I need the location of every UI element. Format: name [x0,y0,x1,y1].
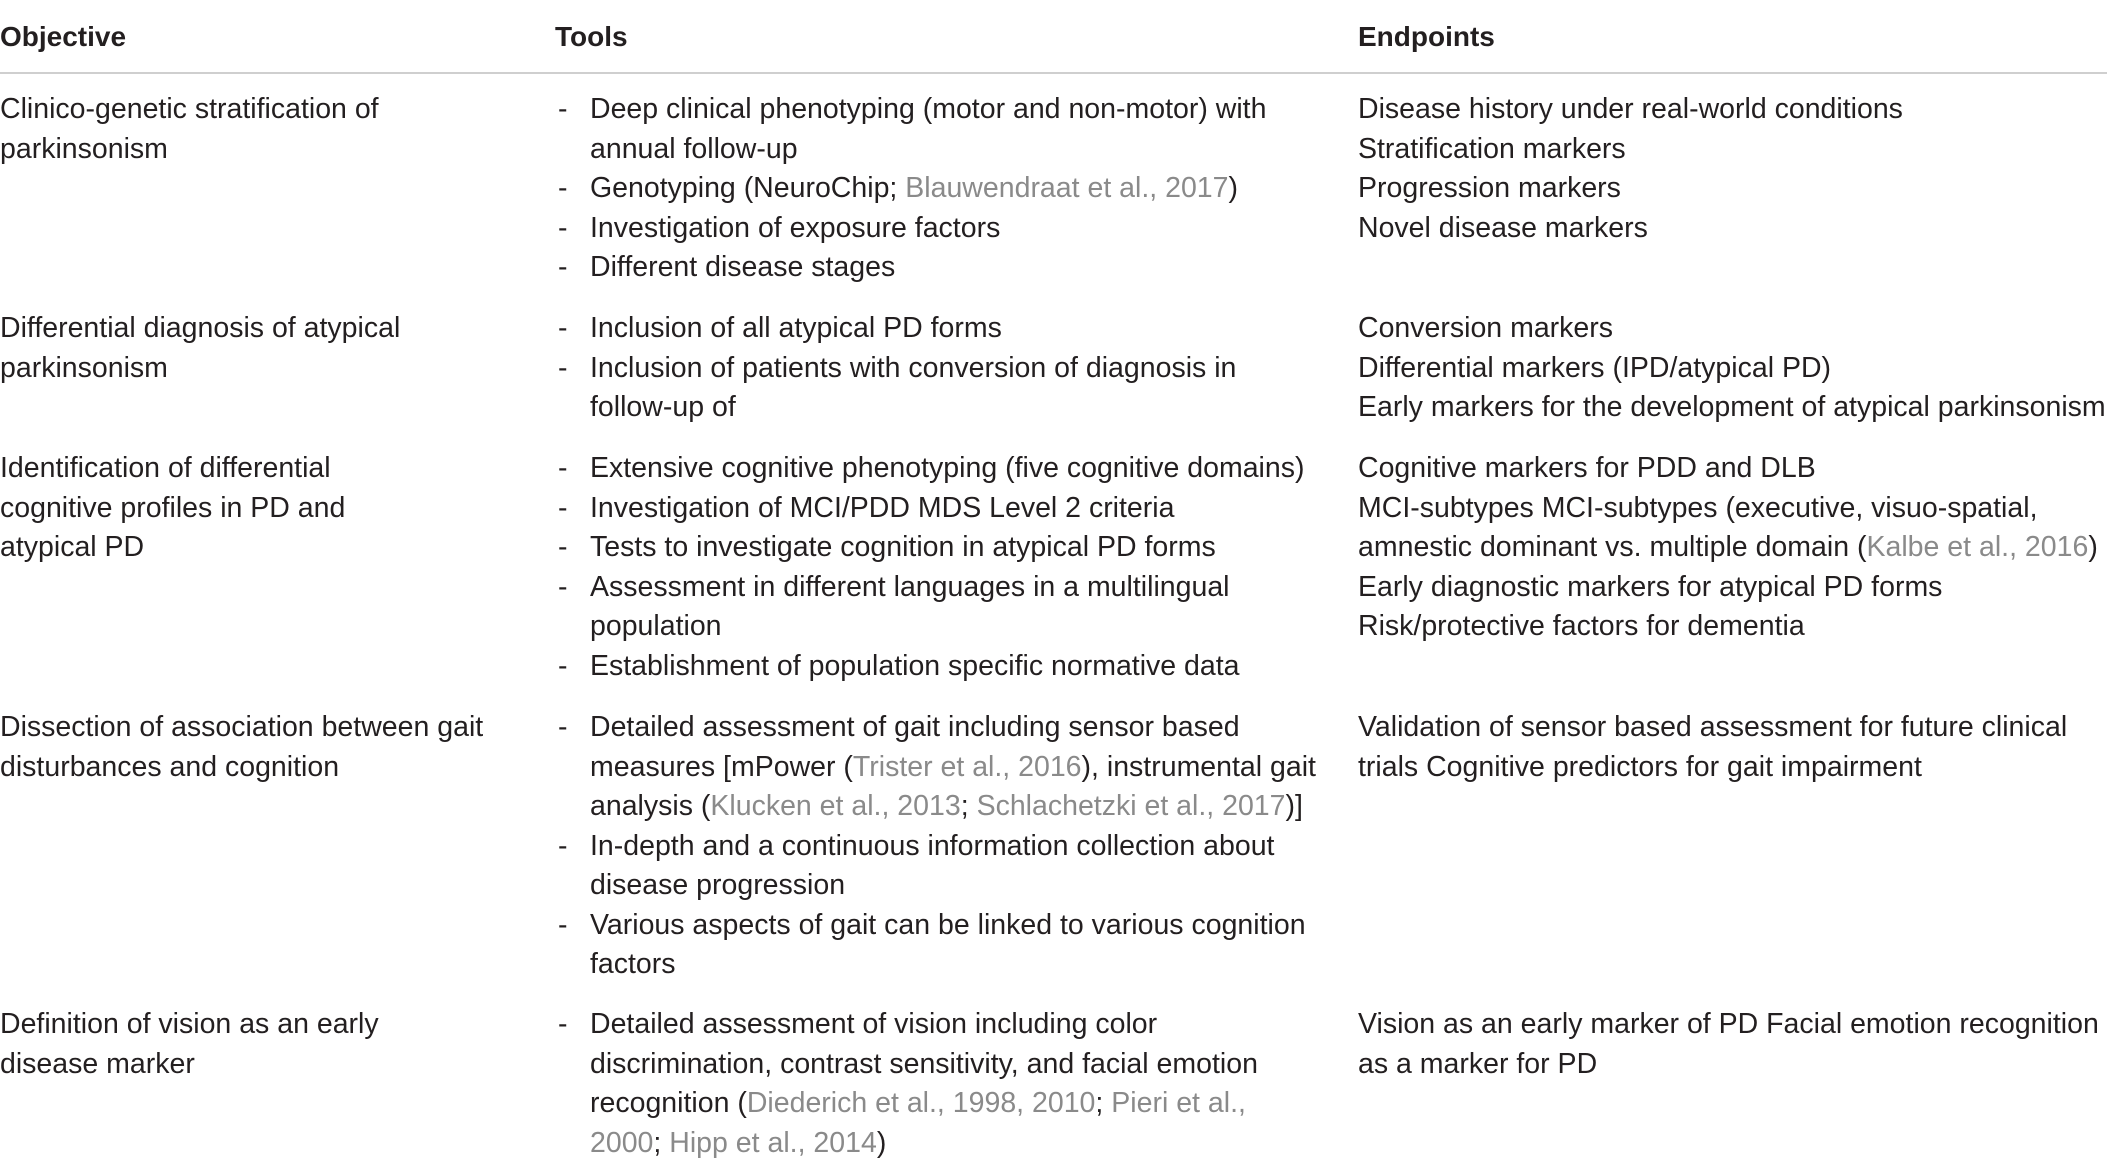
endpoint-item [1358,489,2103,568]
list-item [555,708,1320,827]
citation-link[interactable]: Blauwendraat et al., 2017 [905,172,1229,204]
endpoint-text: ) [2088,531,2098,563]
citation-link[interactable]: Kalbe et al., 2016 [1866,531,2089,563]
header-endpoints: Endpoints [1358,21,1495,52]
tool-text: ), instrumental gait analysis ( [590,750,1316,822]
tool-text: Inclusion of all atypical PD forms [590,312,1002,344]
list-item [555,309,1320,349]
tool-text: ) [876,1126,887,1159]
list-item [555,248,1320,288]
list-item [555,647,1320,687]
endpoints-cell [1358,309,2107,428]
list-item [555,528,1320,568]
dash-bullet: - [558,452,568,484]
tool-text: Inclusion of patients with conversion of diagnosis in follow-up of [590,351,1237,423]
tools-list [555,1005,1315,1163]
list-item [555,169,1320,209]
tool-text: Various aspects of gait can be linked to various cognition factors [590,908,1306,980]
tool-text: Detailed assessment of gait including sensor based measures [mPower ( [590,711,1240,783]
endpoint-item: Cognitive markers for PDD and DLB [1358,452,1816,484]
tools-cell [555,309,1315,428]
tools-list [555,708,1315,985]
endpoint-item: Early diagnostic markers for atypical PD forms [1358,570,1943,603]
dash-bullet: - [558,570,568,603]
tool-text: Genotyping (NeuroChip; [590,172,906,204]
tool-text: Establishment of population specific normative data [590,649,1240,682]
header-objective: Objective [0,21,127,52]
endpoints-cell [1358,1005,2107,1084]
dash-bullet: - [558,211,568,244]
dash-bullet: - [558,93,568,125]
dash-bullet: - [558,829,568,862]
list-item [555,827,1320,906]
list-item [555,489,1320,529]
tool-text: ; [960,790,977,822]
objective-cell: Clinico-genetic stratification of parkinsonism [0,93,379,165]
tools-cell [555,90,1315,288]
tool-text: Detailed assessment of vision including color discrimination, contrast sensitivity, and facial emotion recognition ( [590,1008,1258,1119]
citation-link[interactable]: Trister et al., 2016 [852,750,1082,783]
tool-text: Deep clinical phenotyping (motor and non-motor) with annual follow-up [590,93,1267,165]
tools-list [555,309,1315,428]
tool-text: Extensive cognitive phenotyping (five cognitive domains) [590,452,1305,484]
list-item [555,449,1320,489]
objective-cell: Dissection of association between gait disturbances and cognition [0,711,484,783]
endpoint-item: Vision as an early marker of PD Facial emotion recognition as a marker for PD [1358,1008,2099,1080]
tool-text: ) [1228,172,1238,204]
tool-text: Investigation of MCI/PDD MDS Level 2 criteria [590,491,1175,524]
dash-bullet: - [558,531,568,563]
dash-bullet: - [558,251,568,283]
list-item [555,568,1320,647]
endpoint-item: Disease history under real-world conditions [1358,93,1903,125]
list-item [555,1005,1320,1163]
tool-text: Investigation of exposure factors [590,211,1001,244]
endpoint-text: MCI-subtypes MCI-subtypes (executive, visuo-spatial, amnestic dominant vs. multiple domain ( [1358,491,2038,563]
citation-link[interactable]: Diederich et al., 1998, 2010 [746,1087,1096,1119]
tool-text: )] [1285,790,1303,822]
endpoint-item: Differential markers (IPD/atypical PD) [1358,351,1832,384]
dash-bullet: - [558,172,568,204]
dash-bullet: - [558,908,568,941]
endpoint-item: Validation of sensor based assessment for future clinical trials Cognitive predictors for gait impairment [1358,711,2068,783]
objective-cell: Identification of differential cognitive profiles in PD and atypical PD [0,452,346,563]
table-header [0,0,2107,74]
tool-text: Assessment in different languages in a multilingual population [590,570,1230,642]
list-item [555,906,1320,985]
dash-bullet: - [558,491,568,524]
endpoint-item: Stratification markers [1358,132,1626,165]
objective-cell: Differential diagnosis of atypical parkinsonism [0,312,401,384]
objective-cell: Definition of vision as an early disease marker [0,1008,379,1080]
dash-bullet: - [558,1008,568,1040]
tools-cell [555,708,1315,985]
dash-bullet: - [558,351,568,384]
endpoints-cell [1358,449,2107,647]
endpoint-item: Early markers for the development of atypical parkinsonism [1358,391,2106,423]
tools-cell [555,449,1315,686]
tool-text: In-depth and a continuous information collection about disease progression [590,829,1275,901]
tool-text: Different disease stages [590,251,896,283]
header-tools: Tools [555,21,628,52]
endpoints-cell [1358,90,2107,248]
endpoint-item: Conversion markers [1358,312,1613,344]
citation-link[interactable]: Schlachetzki et al., 2017 [976,790,1286,822]
tool-text: Tests to investigate cognition in atypical PD forms [590,531,1216,563]
tool-text: ; [1095,1087,1112,1119]
dash-bullet: - [558,649,568,682]
list-item [555,349,1320,428]
endpoint-item: Novel disease markers [1358,211,1648,244]
tool-text: ; [653,1126,670,1159]
citation-link[interactable]: Hipp et al., 2014 [669,1126,877,1159]
citation-link[interactable]: Klucken et al., 2013 [710,790,961,822]
citation-link[interactable]: Pieri et al., 2000 [590,1087,1246,1159]
endpoint-item: Risk/protective factors for dementia [1358,610,1805,642]
tools-list [555,90,1315,288]
list-item [555,90,1320,169]
tools-cell [555,1005,1315,1163]
dash-bullet: - [558,312,568,344]
dash-bullet: - [558,711,568,743]
list-item [555,209,1320,249]
endpoint-item: Progression markers [1358,172,1621,204]
tools-list [555,449,1315,686]
endpoints-cell [1358,708,2107,787]
